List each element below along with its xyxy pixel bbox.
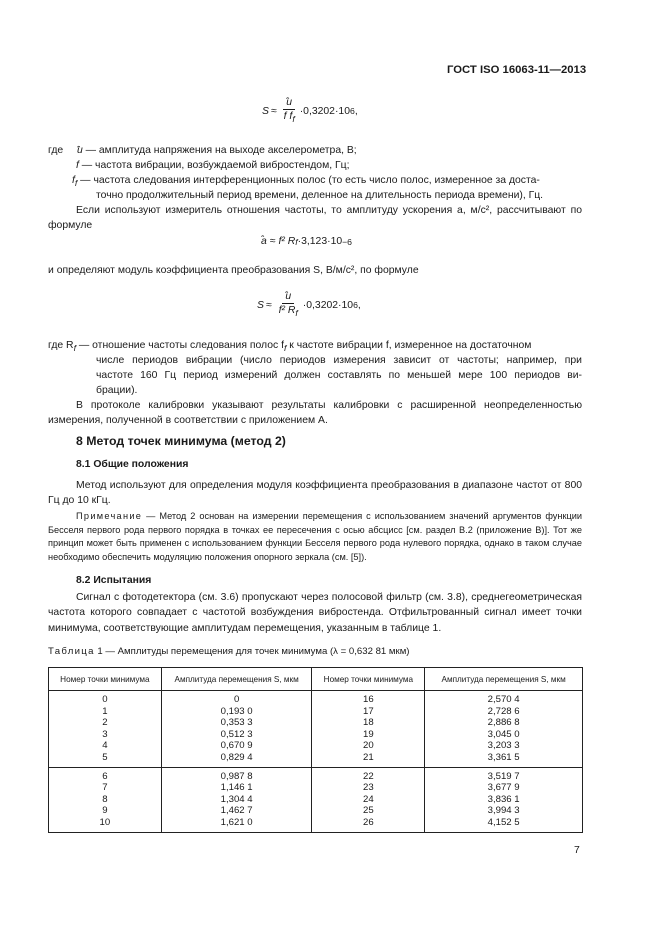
table-cell-amplitude: 0,353 3 xyxy=(161,717,312,729)
table-cell-amplitude: 1,462 7 xyxy=(161,805,312,817)
formula-1-exp: 6 xyxy=(349,106,355,117)
page-number: 7 xyxy=(574,845,580,856)
formula-1 xyxy=(262,96,358,126)
note-label: Примечание xyxy=(76,511,143,521)
table-cell-amplitude: 3,836 1 xyxy=(425,794,583,806)
paragraph-5: Сигнал с фотодетектора (см. 3.6) пропускают через полосовой фильтр (см. 3.8), среднегеометрическая частота которого совпадает с частотой возбуждения вибростенда. Отфильтрованный сигнал имеет точки минимума, соответствующие амплитудам перемещения, указанным в таблице 1. xyxy=(48,592,582,634)
table-cell-amplitude: 0 xyxy=(161,691,312,706)
table-cell-point-number: 20 xyxy=(312,740,425,752)
table-cell-amplitude: 0,670 9 xyxy=(161,740,312,752)
where-1-u-symbol: ˘ u xyxy=(77,143,83,158)
formula-2-rhs-sub: f xyxy=(295,236,298,247)
table-1-header-col1: Номер точки минимума xyxy=(49,668,162,691)
table-1-caption-text: 1 — Амплитуды перемещения для точек минимума (λ = 0,632 81 мкм) xyxy=(94,646,410,657)
table-cell-point-number: 25 xyxy=(312,805,425,817)
section-8-title: 8 Метод точек минимума (метод 2) xyxy=(76,434,286,448)
table-row xyxy=(49,752,583,767)
table-cell-point-number: 3 xyxy=(49,729,162,741)
formula-3-end: , xyxy=(357,299,361,311)
formula-1-numerator: ˘ u xyxy=(286,96,292,109)
table-cell-amplitude: 2,728 6 xyxy=(425,706,583,718)
where-1-f-line xyxy=(76,158,349,173)
table-cell-point-number: 24 xyxy=(312,794,425,806)
table-cell-amplitude: 0,193 0 xyxy=(161,706,312,718)
where-2-line-2: числе периодов вибрации (число периодов измерения зависит от частоты; например, при xyxy=(96,355,582,366)
formula-3-exp: 6 xyxy=(353,300,358,311)
formula-1-den-sub: f xyxy=(292,114,295,125)
formula-3-lhs: S xyxy=(257,299,264,311)
table-cell-amplitude: 4,152 5 xyxy=(425,817,583,832)
table-cell-amplitude: 3,994 3 xyxy=(425,805,583,817)
table-cell-point-number: 0 xyxy=(49,691,162,706)
table-row xyxy=(49,717,583,729)
formula-3-tail: ·0,3202·10 xyxy=(302,299,354,311)
formula-1-denominator: f f xyxy=(283,111,293,122)
table-cell-point-number: 19 xyxy=(312,729,425,741)
formula-3 xyxy=(257,290,361,320)
where-1-ff-text-1: — частота следования интерференционных полос (то есть число полос, измеренное за доста- xyxy=(77,175,540,186)
note-block xyxy=(48,510,582,564)
table-cell-amplitude: 2,886 8 xyxy=(425,717,583,729)
standard-header: ГОСТ ISO 16063-11—2013 xyxy=(447,64,587,76)
note-text: — Метод 2 основан на измерении перемещения с использованием значений аргументов функции Бесселя первого рода первого порядка в точках ее пересечения с осью абсцисс [см. раздел В.2 (приложение В)]. Тот же принцип может быть применен с использованием функции Бесселя первого рода нулевого порядка, однако в таком случае необходимо обеспечить модуляцию положения опорного зеркала (см. [5]). xyxy=(48,511,582,562)
table-cell-point-number: 18 xyxy=(312,717,425,729)
table-row xyxy=(49,729,583,741)
table-cell-point-number: 16 xyxy=(312,691,425,706)
table-cell-point-number: 6 xyxy=(49,767,162,782)
table-cell-amplitude: 3,361 5 xyxy=(425,752,583,767)
where-1-ff-sub: f xyxy=(74,178,78,189)
table-cell-amplitude: 1,146 1 xyxy=(161,782,312,794)
table-cell-amplitude: 3,203 3 xyxy=(425,740,583,752)
table-cell-point-number: 5 xyxy=(49,752,162,767)
table-cell-amplitude: 3,045 0 xyxy=(425,729,583,741)
where-2-lead: где R xyxy=(48,340,74,351)
table-cell-amplitude: 1,621 0 xyxy=(161,817,312,832)
table-cell-amplitude: 2,570 4 xyxy=(425,691,583,706)
table-cell-point-number: 26 xyxy=(312,817,425,832)
formula-3-denominator: f² R xyxy=(278,305,296,316)
table-row xyxy=(49,740,583,752)
formula-3-den-sub: f xyxy=(295,308,298,319)
table-row xyxy=(49,805,583,817)
formula-2-rhs: f² R xyxy=(278,236,296,247)
formula-1-fraction xyxy=(281,96,298,126)
table-row xyxy=(49,767,583,782)
where-1-ff-text-2: точно продолжительный период времени, деленное на длительность периода времени), Гц. xyxy=(96,190,544,201)
formula-3-fraction xyxy=(276,290,301,320)
formula-2-exp: −6 xyxy=(342,236,352,247)
table-row xyxy=(49,794,583,806)
table-cell-point-number: 23 xyxy=(312,782,425,794)
where-2-line-3: частоте 160 Гц период измерений должен составлять по меньшей мере 100 периодов ви- xyxy=(96,370,582,381)
formula-3-numerator: ˘ u xyxy=(285,290,291,303)
table-cell-amplitude: 3,677 9 xyxy=(425,782,583,794)
where-2-text-1-sub: f xyxy=(283,343,287,354)
table-cell-amplitude: 0,987 8 xyxy=(161,767,312,782)
paragraph-2: и определяют модуль коэффициента преобразования S, В/м/с², по формуле xyxy=(48,265,419,276)
table-cell-amplitude: 3,519 7 xyxy=(425,767,583,782)
paragraph-1: Если используют измеритель отношения частоты, то амплитуду ускорения a, м/с², рассчитывают по формуле xyxy=(48,205,582,232)
table-cell-amplitude: 1,304 4 xyxy=(161,794,312,806)
table-1-header-col4: Амплитуда перемещения S, мкм xyxy=(425,668,583,691)
table-cell-point-number: 8 xyxy=(49,794,162,806)
where-2-text-1: — отношение частоты следования полос f xyxy=(75,340,284,351)
paragraph-4: Метод используют для определения модуля коэффициента преобразования в диапазоне частот от 800 Гц до 10 кГц. xyxy=(48,480,582,507)
where-1-u-line xyxy=(48,143,357,158)
subsection-8-1-title: 8.1 Общие положения xyxy=(76,459,189,470)
subsection-8-2-title: 8.2 Испытания xyxy=(76,575,152,586)
table-row xyxy=(49,691,583,706)
where-2-text-1b: к частоте вибрации f, измеренное на достаточном xyxy=(286,340,532,351)
where-1-lead: где xyxy=(48,145,64,156)
table-1-header-col2: Амплитуда перемещения S, мкм xyxy=(161,668,312,691)
formula-2-lhs: ˘ a xyxy=(261,236,267,247)
where-2-line-4: брации). xyxy=(96,385,138,396)
table-cell-point-number: 4 xyxy=(49,740,162,752)
table-cell-point-number: 17 xyxy=(312,706,425,718)
where-1-f-symbol: f xyxy=(76,160,79,171)
table-1 xyxy=(48,667,583,833)
where-1-f-text: — частота вибрации, возбуждаемой вибростендом, Гц; xyxy=(78,160,350,171)
formula-2-rel: ≈ xyxy=(269,236,276,247)
table-cell-point-number: 9 xyxy=(49,805,162,817)
table-cell-point-number: 7 xyxy=(49,782,162,794)
formula-3-rel: ≈ xyxy=(265,299,272,311)
table-row xyxy=(49,817,583,832)
where-1-u-text: — амплитуда напряжения на выходе акселерометра, В; xyxy=(82,145,357,156)
table-1-header-col3: Номер точки минимума xyxy=(312,668,425,691)
formula-2-tail: ·3,123·10 xyxy=(297,236,343,247)
table-row xyxy=(49,706,583,718)
table-cell-point-number: 22 xyxy=(312,767,425,782)
table-row xyxy=(49,782,583,794)
table-cell-point-number: 10 xyxy=(49,817,162,832)
table-1-body xyxy=(49,691,583,833)
table-cell-amplitude: 0,512 3 xyxy=(161,729,312,741)
formula-1-end: , xyxy=(354,105,358,117)
table-1-caption-label: Таблица xyxy=(48,646,95,657)
formula-1-lhs: S xyxy=(262,105,269,117)
formula-1-tail: ·0,3202·10 xyxy=(299,105,350,117)
where-1-ff-symbol: f xyxy=(72,175,75,186)
where-2-lead-sub: f xyxy=(73,343,76,354)
table-cell-point-number: 2 xyxy=(49,717,162,729)
formula-1-rel: ≈ xyxy=(270,105,277,117)
formula-2 xyxy=(261,236,352,247)
table-cell-amplitude: 0,829 4 xyxy=(161,752,312,767)
table-cell-point-number: 21 xyxy=(312,752,425,767)
table-cell-point-number: 1 xyxy=(49,706,162,718)
paragraph-3: В протоколе калибровки указывают результаты калибровки с расширенной неопределенностью измерения, полученной в соответствии с приложением А. xyxy=(48,400,582,427)
where-1-ff-line-2 xyxy=(96,188,543,203)
table-1-caption xyxy=(48,646,410,657)
